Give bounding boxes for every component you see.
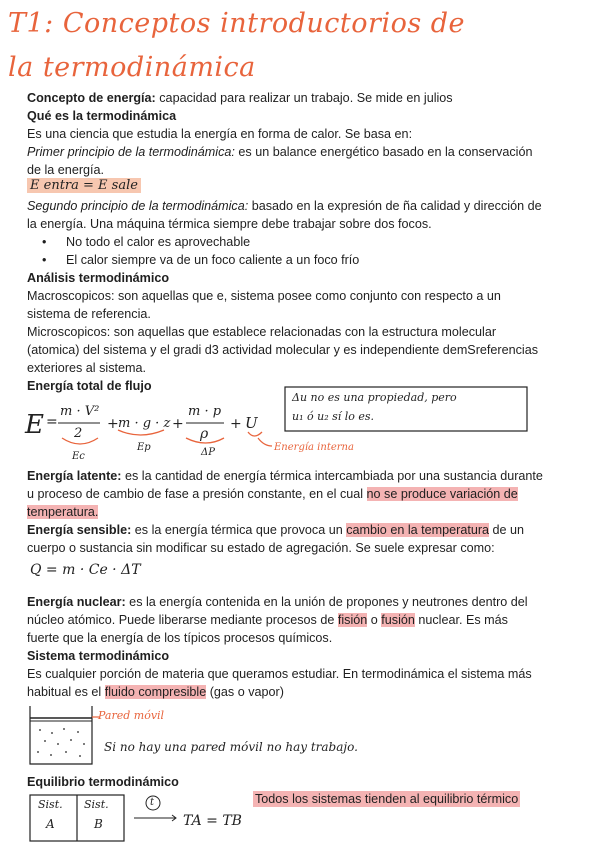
text-line: Es una ciencia que estudia la energía en forma de calor. Se basa en: [27,127,413,141]
text-line: Es cualquier porción de materia que queramos estudiar. En termodinámica el sistema más [27,667,532,681]
energy-concept-def: capacidad para realizar un trabajo. Se mide en julios [155,91,453,105]
label-b: B [94,817,103,831]
note-line2: u₁ ó u₂ sí lo es. [292,410,375,423]
formula-plus3: + [230,416,242,432]
highlight-fluido: fluido compresible [104,685,207,699]
text-line: cuerpo o sustancia sin modificar su estado de agregación. Se suele expresar como: [27,541,495,555]
nuclear-text: núcleo atómico. Puede liberarse mediante procesos de [27,613,338,627]
highlight-equilibrio: Todos los sistemas tienden al equilibrio térmico [255,792,519,806]
label-sist-a: Sist. [38,798,63,811]
label-pared-movil: Pared móvil [98,709,165,722]
sensible-text: es la energía térmica que provoca un [131,523,347,537]
formula-term2: m · g · z [118,416,171,431]
nuclear-def: es la energía contenida en la unión de propones y neutrones dentro del [125,595,528,609]
sensible-text: de un [489,523,525,537]
energy-balance-formula: E entra = E sale [27,178,141,193]
label-t: t [150,797,155,808]
formula-equals: = [46,414,58,430]
text-line: Microscopicos: son aquellas que establece relacionadas con la estructura molecular [27,325,497,339]
text-line: Macroscopicos: son aquellas que e, sistema posee como conjunto con respecto a un [27,289,501,303]
sensible-term: Energía sensible: [27,523,132,537]
formula-sensible: Q = m · Ce · ΔT [30,562,141,578]
bracket-dp [186,438,224,443]
latent-def: es la cantidad de energía térmica intercambiada por una sustancia durante [121,469,543,483]
label-Ep: Ep [137,442,151,453]
nuclear-text: nuclear. Es más [414,613,508,627]
heading-analisis: Análisis termodinámico [27,271,170,285]
formula-E: E [25,410,44,440]
formula-num3: m · p [188,404,222,419]
heading-equilibrio: Equilibrio termodinámico [27,775,179,789]
label-a: A [46,817,55,831]
label-energia-interna: Energía interna [274,442,354,453]
formula-num1: m · V² [60,404,100,419]
nuclear-term: Energía nuclear: [27,595,126,609]
label-dP: ΔP [201,447,215,458]
system-text: habitual es el [27,685,105,699]
first-principle-term: Primer principio de la termodinámica: [27,145,235,159]
note-box [285,387,527,431]
text-line: (atomica) del sistema y el gradi d3 actividad molecular y es independiente demSreferencias [27,343,539,357]
bullet-icon: • [42,253,47,267]
formula-plus1: + [107,416,119,432]
heading-que-es: Qué es la termodinámica [27,109,177,123]
second-principle-term: Segundo principio de la termodinámica: [27,199,249,213]
highlight-no-variacion: no se produce variación de [366,487,518,501]
list-item-text: El calor siempre va de un foco caliente a un foco frío [66,253,360,267]
bracket-ep [118,430,164,435]
highlight-temperatura: temperatura. [27,505,99,519]
latent-text: u proceso de cambio de fase a presión constante, en el cual [27,487,367,501]
page-title-line2: la termodinámica [8,52,256,83]
nuclear-text: o [367,613,382,627]
system-text: (gas o vapor) [206,685,284,699]
label-Ec: Ec [72,451,85,462]
second-principle-def: basado en la expresión de ña calidad y dirección de [248,199,542,213]
text-line: exteriores al sistema. [27,361,146,375]
time-circle-icon [146,796,160,810]
bracket-ec [62,438,98,444]
formula-den3: ρ [200,426,209,442]
text-line: de la energía. [27,163,105,177]
text-line: la energía. Una máquina térmica siempre debe trabajar sobre dos focos. [27,217,432,231]
page-title-line1: T1: Conceptos introductorios de [8,8,466,39]
highlight-fusion: fusión [381,613,415,627]
heading-energia-total: Energía total de flujo [27,379,152,393]
heading-sistema: Sistema termodinámico [27,649,170,663]
formula-den1: 2 [74,426,83,441]
bullet-icon: • [42,235,47,249]
text-line: fuerte que la energía de los típicos procesos químicos. [27,631,333,645]
list-item-text: No todo el calor es aprovechable [66,235,251,249]
highlight-cambio-temp: cambio en la temperatura [346,523,490,537]
latent-term: Energía latente: [27,469,122,483]
note-line1: Δu no es una propiedad, pero [292,391,457,404]
label-sist-b: Sist. [84,798,109,811]
arrow-energia-interna [258,438,272,446]
note-trabajo: Si no hay una pared móvil no hay trabajo. [104,740,358,754]
gas-particles [37,728,85,757]
result-equal-temps: TA = TB [183,813,242,829]
formula-U: U [245,414,258,432]
text-line: sistema de referencia. [27,307,151,321]
cylinder [30,706,92,764]
highlight-fision: fisión [337,613,368,627]
bracket-u [248,432,262,436]
formula-plus2: + [172,416,184,432]
energy-concept-term: Concepto de energía: [27,91,156,105]
first-principle-def: es un balance energético basado en la conservación [234,145,533,159]
